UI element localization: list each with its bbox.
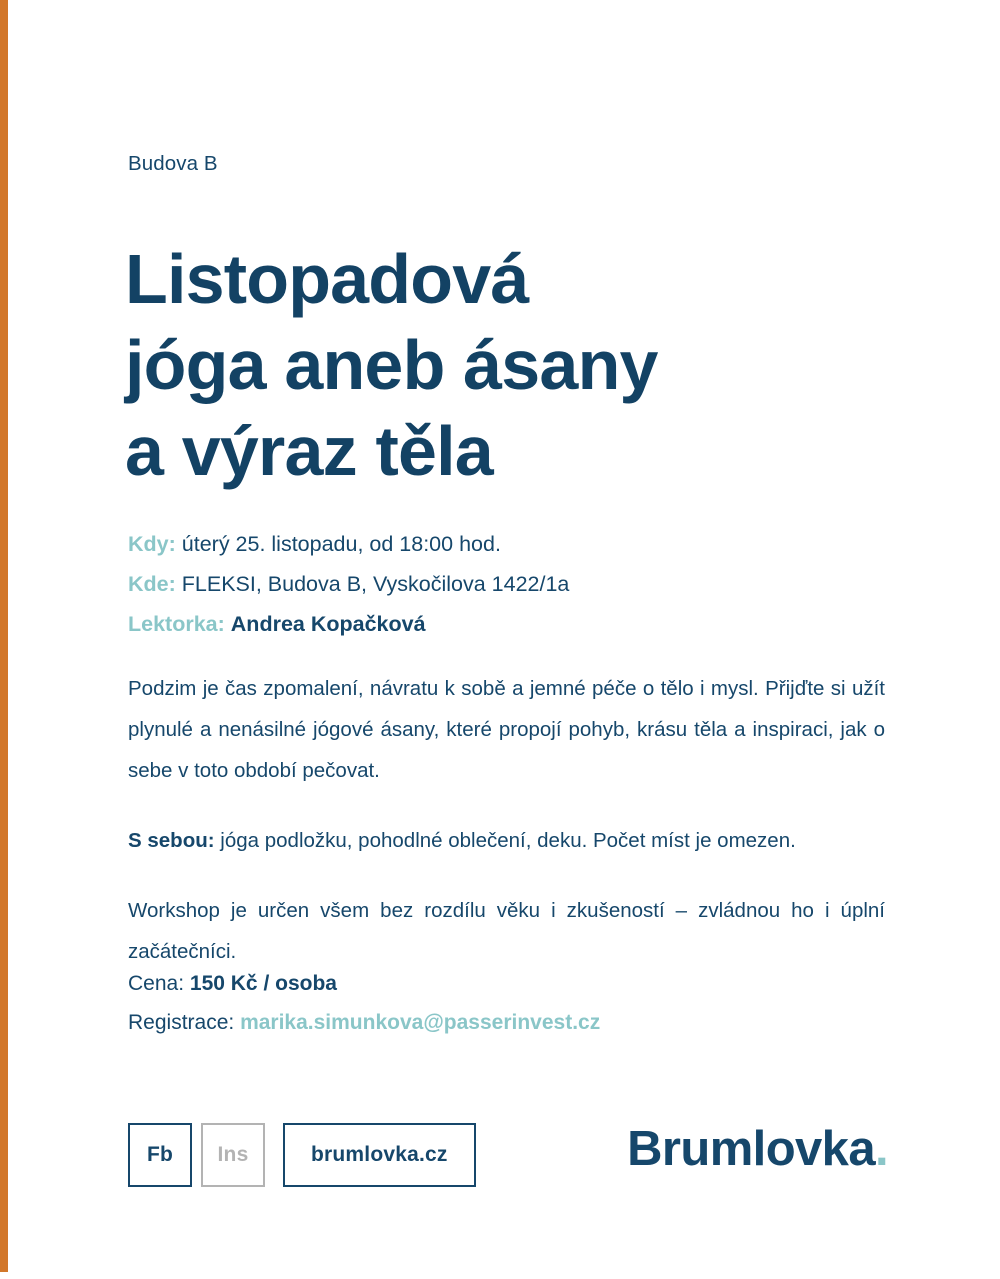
event-details — [128, 524, 569, 644]
bring-value: jóga podložku, pohodlné oblečení, deku. Počet míst je omezen. — [220, 829, 796, 852]
detail-row-when — [128, 524, 569, 564]
footer — [128, 1123, 888, 1195]
detail-row-lecturer — [128, 604, 569, 644]
closing-info — [128, 964, 600, 1042]
where-value: FLEKSI, Budova B, Vyskočilova 1422/1a — [181, 572, 570, 596]
lecturer-value: Andrea Kopačková — [230, 612, 426, 636]
price-row — [128, 964, 600, 1003]
registration-email[interactable]: marika.simunkova@passerinvest.cz — [240, 1011, 601, 1034]
title-line-2: jóga aneb ásany — [125, 326, 658, 404]
social-links — [128, 1123, 476, 1187]
building-eyebrow: Budova B — [128, 152, 218, 175]
instagram-button[interactable]: Ins — [201, 1123, 265, 1187]
detail-row-where — [128, 564, 569, 604]
website-button[interactable]: brumlovka.cz — [283, 1123, 476, 1187]
when-label: Kdy: — [128, 532, 176, 556]
price-label: Cena: — [128, 972, 185, 995]
when-value: úterý 25. listopadu, od 18:00 hod. — [181, 532, 501, 556]
price-value: 150 Kč / osoba — [189, 972, 337, 995]
bring-label: S sebou: — [128, 829, 215, 852]
brumlovka-logo — [627, 1122, 888, 1176]
title-line-1: Listopadová — [125, 240, 529, 318]
registration-row — [128, 1003, 600, 1042]
paragraph-bring — [128, 820, 885, 861]
paragraph-audience: Workshop je určen všem bez rozdílu věku i zkušeností – zvládnou ho i úplní začátečníci. — [128, 899, 885, 963]
paragraph-intro: Podzim je čas zpomalení, návratu k sobě a jemné péče o tělo i mysl. Přijďte si užít plynulé a nenásilné jógové ásany, které propojí pohyb, krásu těla a inspiraci, jak o sebe v toto období pečovat. — [128, 677, 885, 782]
page-title — [125, 236, 658, 494]
registration-label: Registrace: — [128, 1011, 235, 1034]
brand-dot-icon: . — [874, 1122, 888, 1176]
where-label: Kde: — [128, 572, 176, 596]
left-accent-stripe — [0, 0, 8, 1272]
title-line-3: a výraz těla — [125, 412, 493, 490]
brand-wordmark: Brumlovka — [627, 1122, 875, 1176]
facebook-button[interactable]: Fb — [128, 1123, 192, 1187]
lecturer-label: Lektorka: — [128, 612, 225, 636]
body-copy — [128, 668, 885, 972]
